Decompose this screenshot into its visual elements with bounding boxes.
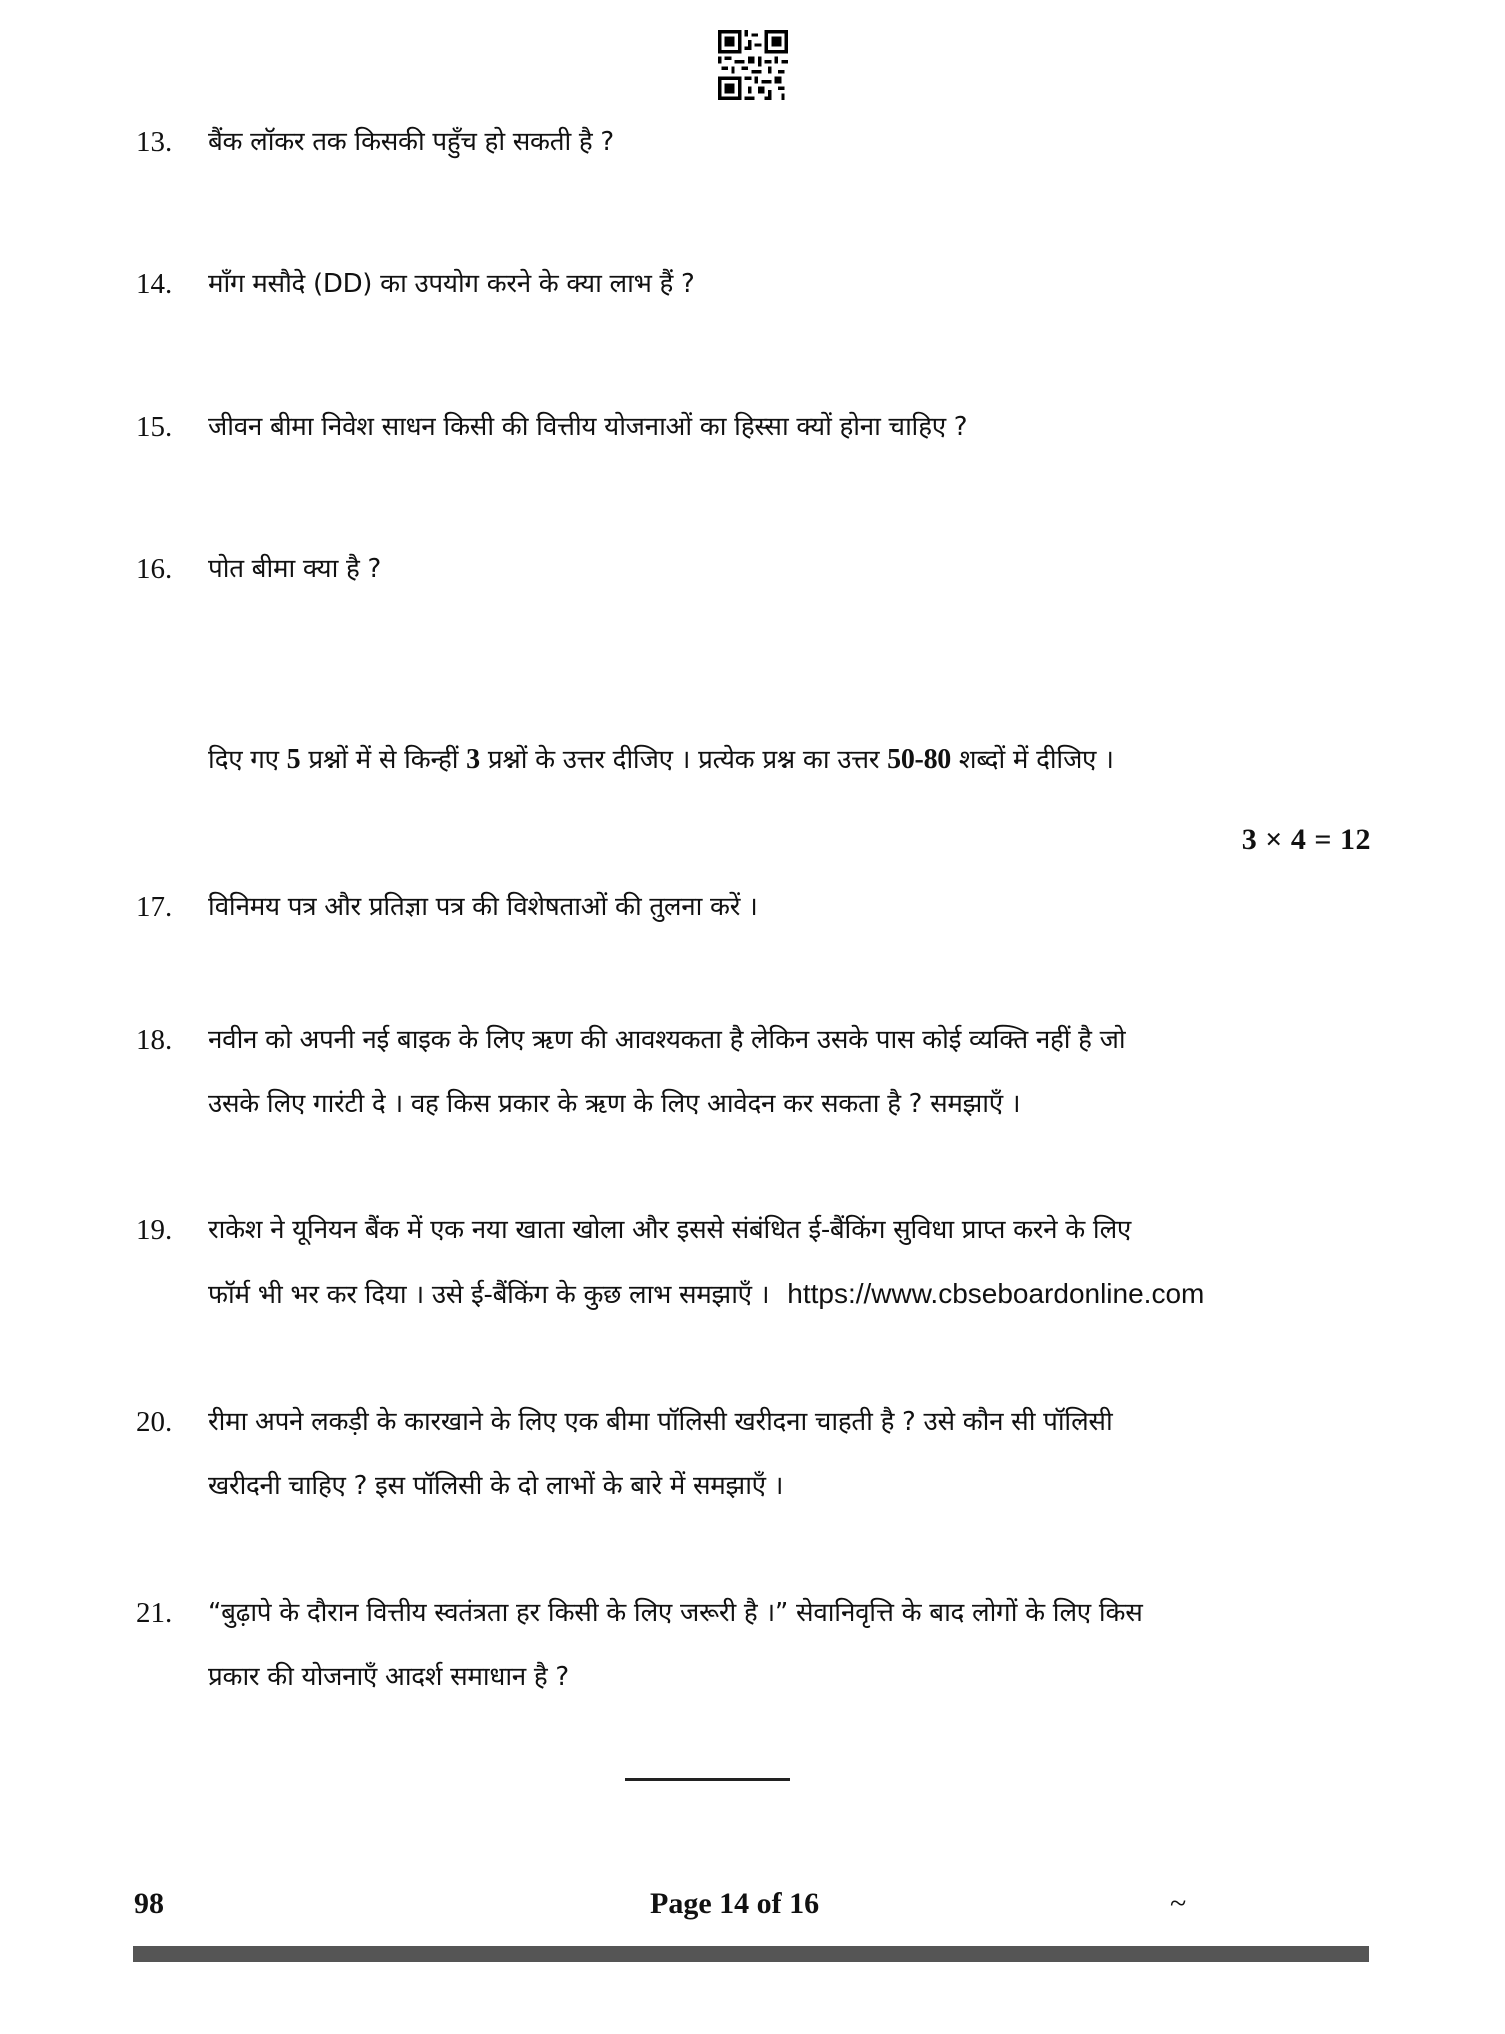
question-number: 14. — [136, 268, 173, 300]
question-18 — [136, 1008, 1376, 1136]
question-line: विनिमय पत्र और प्रतिज्ञा पत्र की विशेषताओं की तुलना करें । — [208, 892, 758, 922]
question-15 — [136, 395, 1376, 459]
question-text — [208, 537, 1376, 601]
question-17 — [136, 875, 1376, 939]
instruction-count-attempt: 3 — [466, 744, 480, 775]
question-text — [208, 252, 1376, 316]
question-number: 18. — [136, 1024, 173, 1056]
question-text — [208, 1390, 1376, 1518]
question-number: 21. — [136, 1597, 173, 1629]
question-number: 13. — [136, 126, 173, 158]
question-number: 20. — [136, 1406, 173, 1438]
question-line-text: फॉर्म भी भर कर दिया । उसे ई-बैंकिंग के कुछ लाभ समझाएँ । — [208, 1280, 770, 1310]
question-number: 15. — [136, 411, 173, 443]
end-divider — [625, 1778, 790, 1781]
section-marks: 3 × 4 = 12 — [1241, 823, 1371, 856]
qr-code-icon — [718, 30, 788, 100]
question-line: राकेश ने यूनियन बैंक में एक नया खाता खोला और इससे संबंधित ई-बैंकिंग सुविधा प्राप्त करने के लिए — [208, 1215, 1132, 1245]
question-line: पोत बीमा क्या है ? — [208, 554, 381, 584]
instruction-count-total: 5 — [286, 744, 301, 775]
watermark-url: https://www.cbseboardonline.com — [787, 1278, 1205, 1309]
question-19 — [136, 1198, 1376, 1327]
footer-mark: ~ — [1170, 1887, 1187, 1920]
question-line: प्रकार की योजनाएँ आदर्श समाधान है ? — [208, 1662, 569, 1692]
paper-code: 98 — [134, 1887, 164, 1920]
instruction-text: शब्दों में दीजिए । — [950, 745, 1114, 775]
question-number: 17. — [136, 891, 173, 923]
page-number: Page 14 of 16 — [650, 1887, 820, 1920]
instruction-text: प्रश्नों में से किन्हीं — [300, 745, 467, 775]
question-20 — [136, 1390, 1376, 1518]
footer-bar — [133, 1946, 1369, 1962]
question-number: 16. — [136, 553, 173, 585]
question-21 — [136, 1581, 1376, 1709]
instruction-text: प्रश्नों के उत्तर दीजिए । प्रत्येक प्रश्न का उत्तर — [479, 745, 888, 775]
section-instruction — [208, 735, 1368, 785]
question-16 — [136, 537, 1376, 601]
question-text — [208, 395, 1376, 459]
question-line: नवीन को अपनी नई बाइक के लिए ऋण की आवश्यकता है लेकिन उसके पास कोई व्यक्ति नहीं है जो — [208, 1025, 1126, 1055]
question-text — [208, 1198, 1376, 1327]
instruction-text: दिए गए — [208, 745, 287, 775]
question-line: बैंक लॉकर तक किसकी पहुँच हो सकती है ? — [208, 127, 614, 157]
question-line — [208, 1262, 1376, 1327]
question-line: उसके लिए गारंटी दे । वह किस प्रकार के ऋण के लिए आवेदन कर सकता है ? समझाएँ । — [208, 1089, 1021, 1119]
question-13 — [136, 110, 1376, 174]
question-line: जीवन बीमा निवेश साधन किसी की वित्तीय योजनाओं का हिस्सा क्यों होना चाहिए ? — [208, 412, 968, 442]
question-line: रीमा अपने लकड़ी के कारखाने के लिए एक बीमा पॉलिसी खरीदना चाहती है ? उसे कौन सी पॉलिसी — [208, 1407, 1113, 1437]
question-text — [208, 875, 1376, 939]
question-14 — [136, 252, 1376, 316]
question-text — [208, 1008, 1376, 1136]
instruction-word-limit: 50-80 — [887, 744, 951, 775]
question-line: खरीदनी चाहिए ? इस पॉलिसी के दो लाभों के बारे में समझाएँ । — [208, 1471, 784, 1501]
question-text — [208, 110, 1376, 174]
question-line: माँग मसौदे (DD) का उपयोग करने के क्या लाभ हैं ? — [208, 269, 695, 299]
question-line: “बुढ़ापे के दौरान वित्तीय स्वतंत्रता हर किसी के लिए जरूरी है ।” सेवानिवृत्ति के बाद लोगों के लिए किस — [208, 1598, 1143, 1628]
question-number: 19. — [136, 1214, 173, 1246]
question-text — [208, 1581, 1376, 1709]
